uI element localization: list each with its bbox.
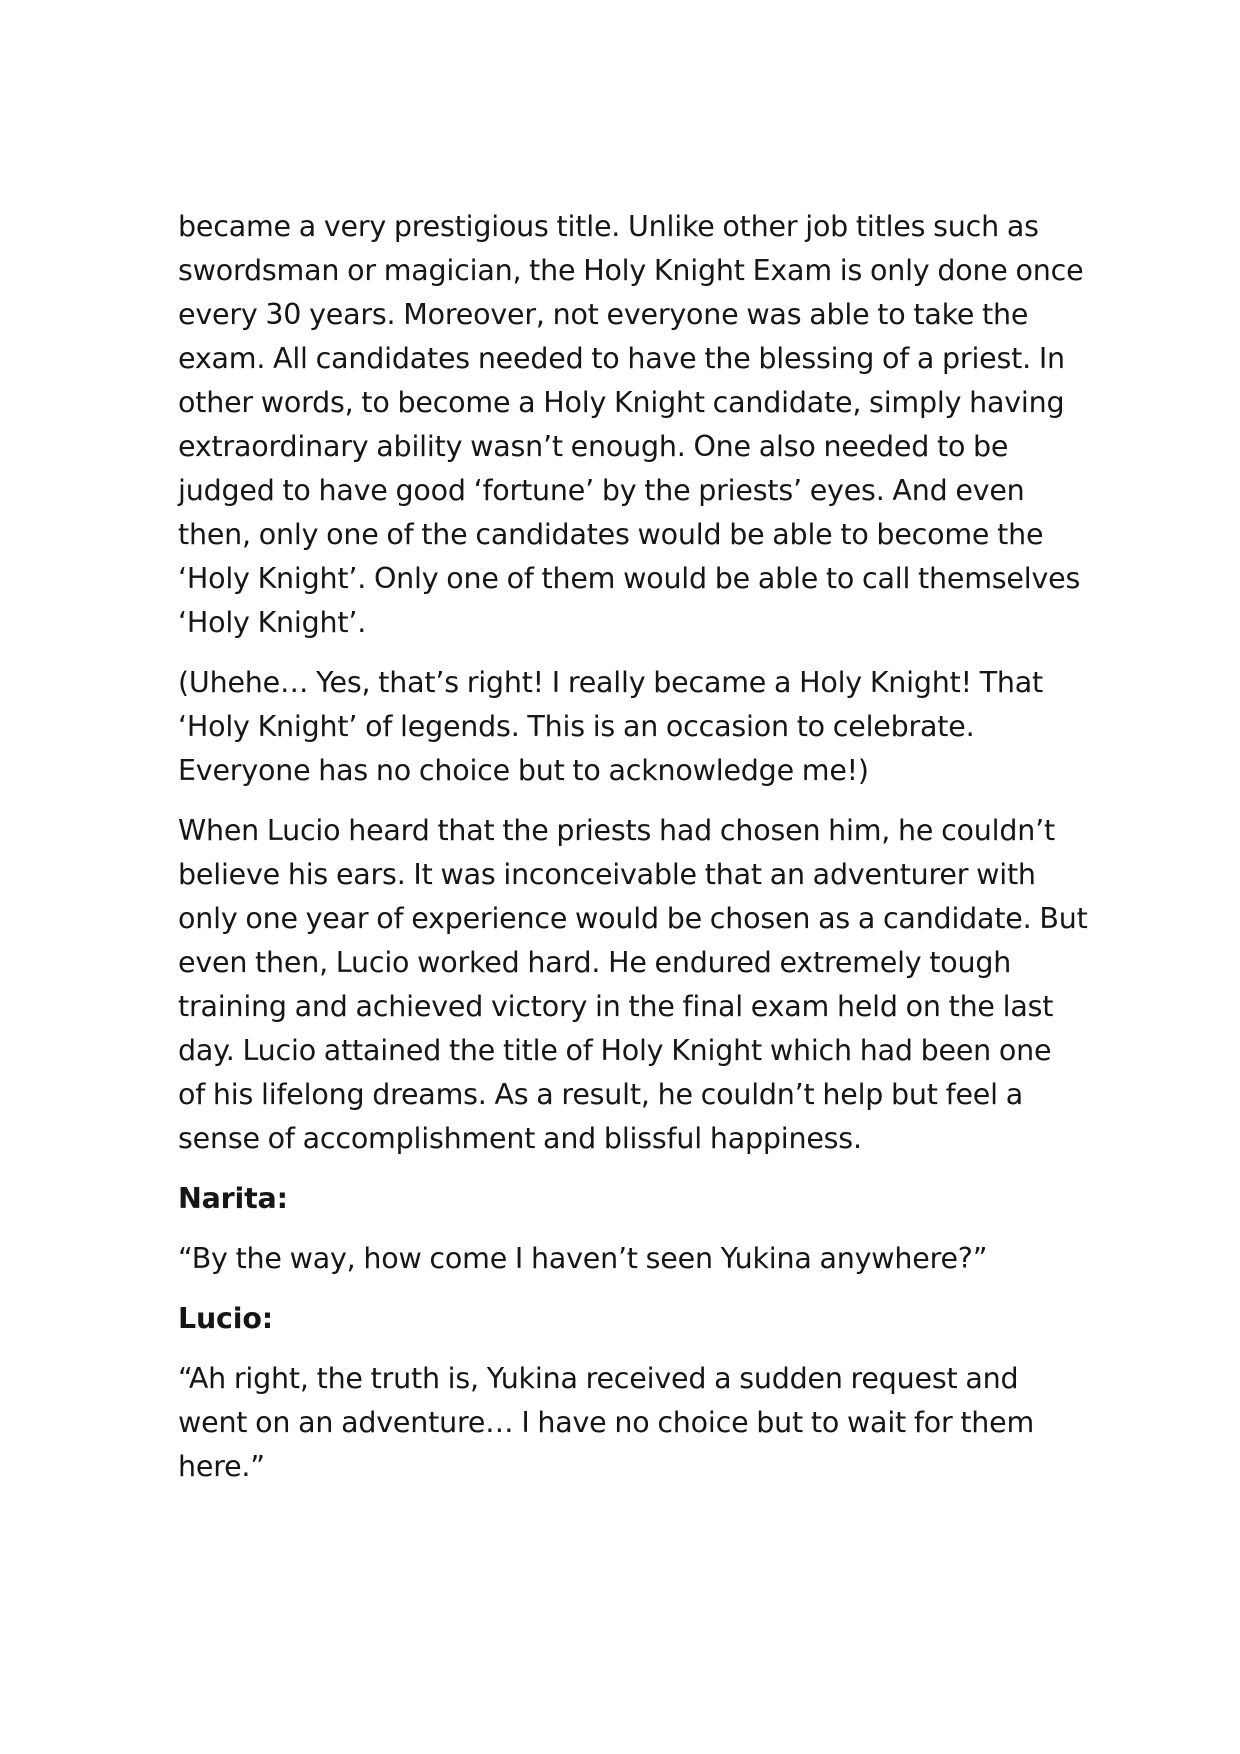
text-line: swordsman or magician, the Holy Knight Exam is only done once <box>178 254 1084 287</box>
speaker-label-lucio <box>178 1297 1058 1341</box>
speaker-name: Lucio: <box>178 1302 273 1335</box>
narration-paragraph <box>178 809 1088 1161</box>
page-text-body <box>178 205 1088 1505</box>
text-line: day. Lucio attained the title of Holy Knight which had been one <box>178 1034 1052 1067</box>
text-line: “By the way, how come I haven’t seen Yukina anywhere?” <box>178 1242 988 1275</box>
text-line: only one year of experience would be chosen as a candidate. But <box>178 902 1088 935</box>
text-line: ‘Holy Knight’. Only one of them would be able to call themselves <box>178 562 1081 595</box>
text-line: believe his ears. It was inconceivable that an adventurer with <box>178 858 1036 891</box>
text-line: of his lifelong dreams. As a result, he couldn’t help but feel a <box>178 1078 1023 1111</box>
text-line: judged to have good ‘fortune’ by the priests’ eyes. And even <box>178 474 1025 507</box>
text-line: Everyone has no choice but to acknowledge me!) <box>178 754 869 787</box>
speaker-name: Narita: <box>178 1182 288 1215</box>
text-line: ‘Holy Knight’ of legends. This is an occasion to celebrate. <box>178 710 975 743</box>
text-line: extraordinary ability wasn’t enough. One also needed to be <box>178 430 1009 463</box>
text-line: even then, Lucio worked hard. He endured extremely tough <box>178 946 1012 979</box>
text-line: training and achieved victory in the final exam held on the last <box>178 990 1054 1023</box>
text-line: “Ah right, the truth is, Yukina received a sudden request and <box>178 1362 1019 1395</box>
text-line: here.” <box>178 1450 265 1483</box>
speaker-label-narita <box>178 1177 1058 1221</box>
text-line: other words, to become a Holy Knight candidate, simply having <box>178 386 1065 419</box>
text-line: (Uhehe… Yes, that’s right! I really became a Holy Knight! That <box>178 666 1044 699</box>
text-line: ‘Holy Knight’. <box>178 606 367 639</box>
dialogue-paragraph <box>178 1237 1058 1281</box>
text-line: exam. All candidates needed to have the blessing of a priest. In <box>178 342 1065 375</box>
text-line: then, only one of the candidates would be able to become the <box>178 518 1044 551</box>
dialogue-paragraph <box>178 1357 1058 1489</box>
text-line: sense of accomplishment and blissful happiness. <box>178 1122 862 1155</box>
text-line: When Lucio heard that the priests had chosen him, he couldn’t <box>178 814 1055 847</box>
narration-paragraph <box>178 205 1084 645</box>
text-line: went on an adventure… I have no choice but to wait for them <box>178 1406 1035 1439</box>
text-line: became a very prestigious title. Unlike other job titles such as <box>178 210 1039 243</box>
text-line: every 30 years. Moreover, not everyone was able to take the <box>178 298 1029 331</box>
thought-paragraph <box>178 661 1058 793</box>
